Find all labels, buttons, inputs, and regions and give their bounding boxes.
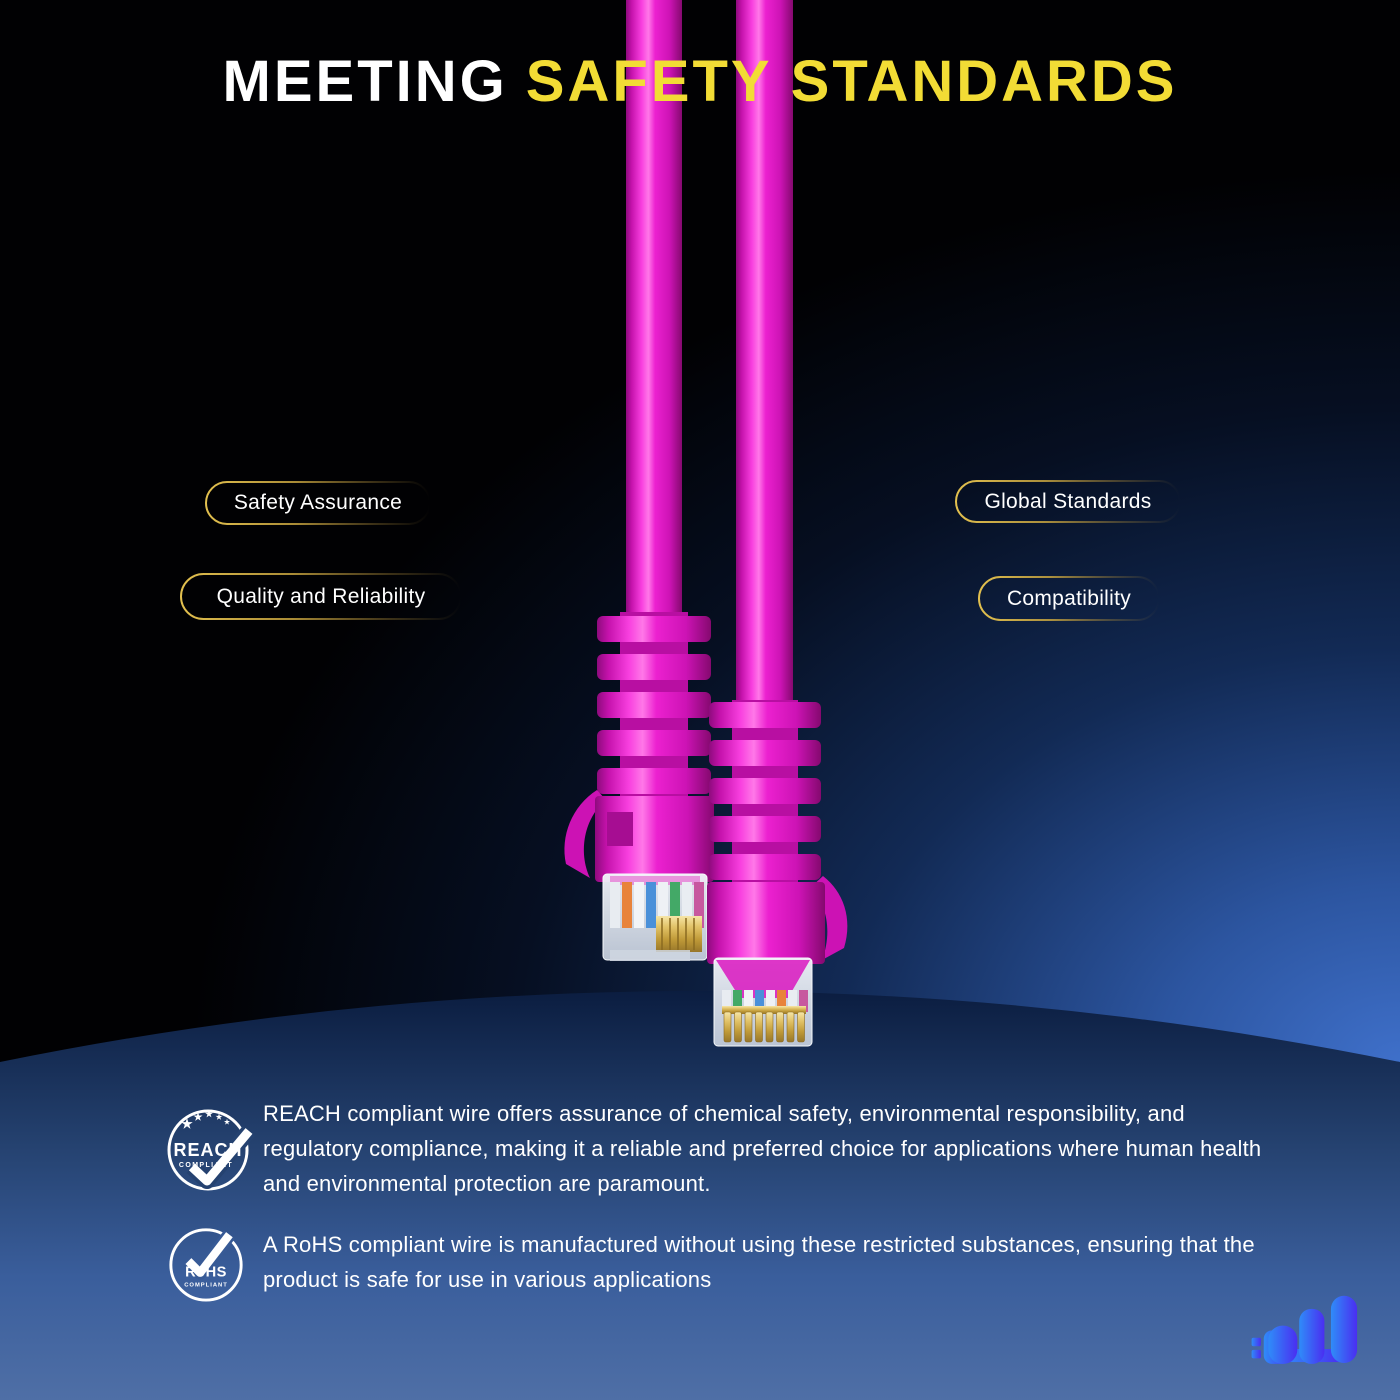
rohs-description: A RoHS compliant wire is manufactured without using these restricted substances, ensuring that the product is safe for use in various applications (263, 1232, 1255, 1292)
rohs-badge-title: RoHS (185, 1264, 227, 1281)
rohs-badge-subtitle: COMPLIANT (184, 1282, 228, 1289)
feature-label: Safety Assurance (233, 491, 403, 514)
feature-pill-safety-assurance (205, 481, 431, 525)
cable-left (564, 0, 714, 961)
feature-label: Quality and Reliability (216, 584, 426, 608)
feature-pill-compatibility (978, 576, 1160, 621)
reach-badge-subtitle: COMPLIANT (178, 1162, 234, 1169)
reach-compliant-badge (163, 1103, 255, 1195)
reach-description: REACH compliant wire offers assurance of chemical safety, environmental responsibility, and regulatory compliance, making it a reliable and preferred choice for applications where human health and environmental protection are paramount. (263, 1101, 1262, 1196)
feature-pill-quality-reliability (180, 573, 462, 620)
title-part-1: MEETING (222, 49, 508, 114)
feature-label: Global Standards (984, 489, 1152, 513)
rohs-compliant-badge (165, 1222, 247, 1304)
page-title (0, 49, 1400, 114)
reach-badge-title: REACH (173, 1140, 243, 1160)
feature-pill-global-standards (955, 480, 1181, 523)
feature-label: Compatibility (1006, 586, 1132, 610)
cable-right (707, 0, 847, 1046)
cable-signal-logo (1246, 1294, 1372, 1376)
title-part-2: SAFETY STANDARDS (525, 49, 1178, 114)
